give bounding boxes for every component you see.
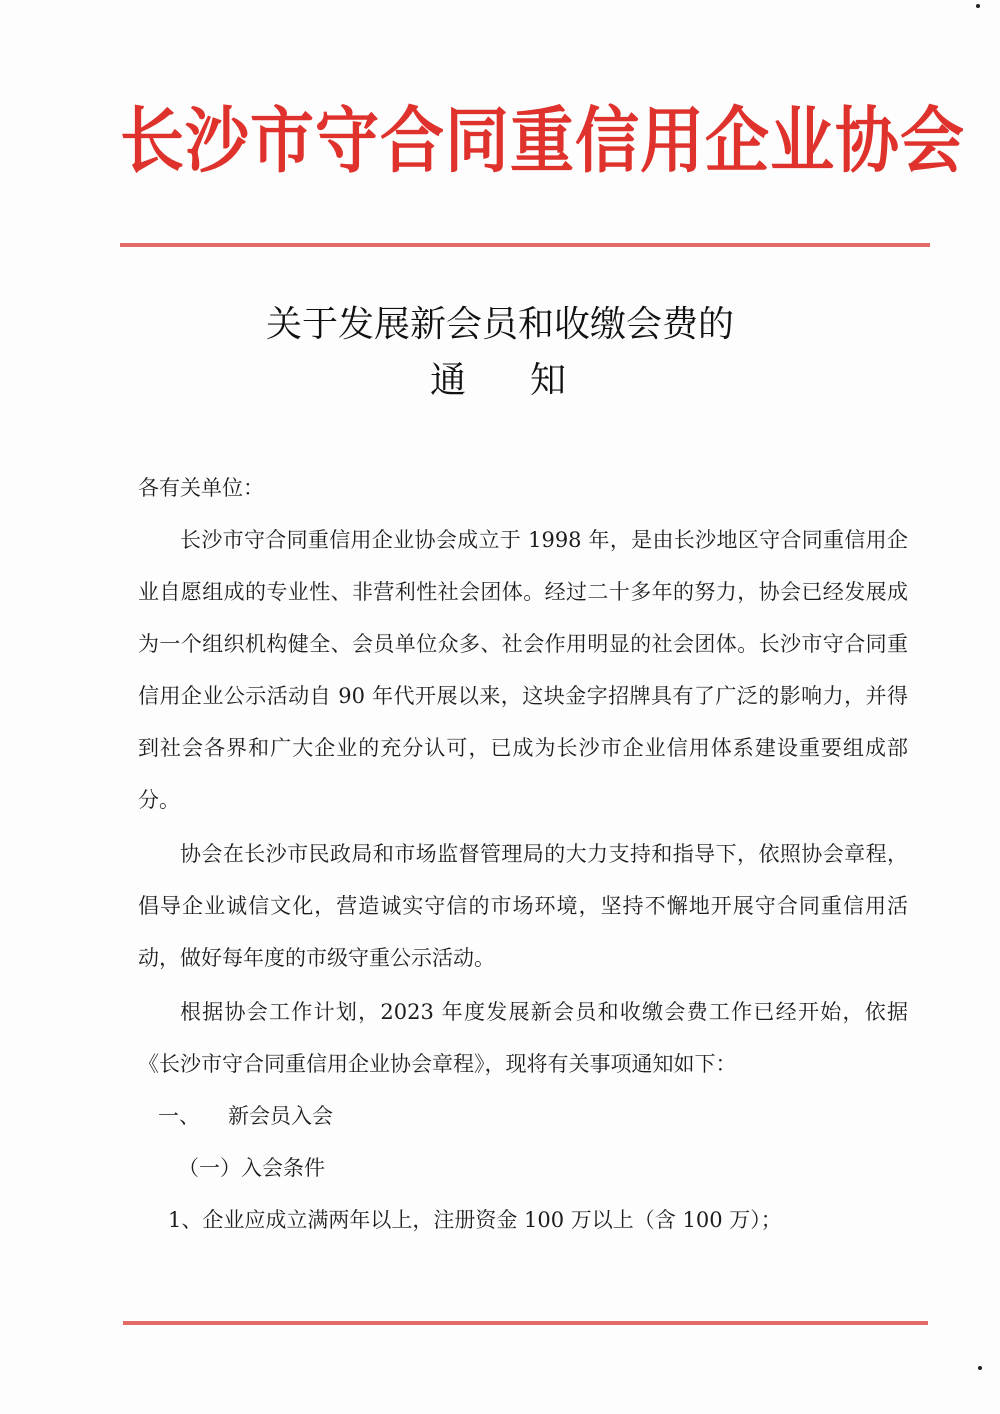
paragraph-2: 协会在长沙市民政局和市场监督管理局的大力支持和指导下，依照协会章程，倡导企业诚信文化，营造诚实守信的市场环境，坚持不懈地开展守合同重信用活动，做好每年度的市级守重公示活动。 <box>138 842 908 970</box>
letterhead-divider-top <box>120 243 930 247</box>
section-number: 一、 <box>158 1104 200 1128</box>
scan-speck <box>978 1366 982 1370</box>
subsection-heading-1: （一）入会条件 <box>178 1156 325 1180</box>
salutation: 各有关单位： <box>138 476 264 500</box>
notice-title-char-1: 通 <box>429 360 470 401</box>
notice-title-char-2: 知 <box>530 360 571 401</box>
section-title: 新会员入会 <box>228 1104 333 1128</box>
scan-speck <box>976 4 980 8</box>
notice-body <box>138 462 908 1246</box>
paragraph-1: 长沙市守合同重信用企业协会成立于 1998 年，是由长沙地区守合同重信用企业自愿组成的专业性、非营利性社会团体。经过二十多年的努力，协会已经发展成为一个组织机构健全、会员单位众多、社会作用明显的社会团体。长沙市守合同重信用企业公示活动自 90 年代开展以来，这块金字招牌具有了广泛的影响力，并得到社会各界和广大企业的充分认可，已成为长沙市企业信用体系建设重要组成部分。 <box>138 528 908 812</box>
footer-divider <box>123 1321 928 1325</box>
notice-title-line1: 关于发展新会员和收缴会费的 <box>265 304 734 345</box>
notice-title-line2 <box>200 356 800 406</box>
list-item-1: 1、企业应成立满两年以上，注册资金 100 万以上（含 100 万）； <box>168 1208 782 1232</box>
section-heading-1 <box>138 1090 908 1142</box>
notice-title <box>200 300 800 406</box>
organization-letterhead: 长沙市守合同重信用企业协会 <box>120 100 965 184</box>
paragraph-3: 根据协会工作计划，2023 年度发展新会员和收缴会费工作已经开始，依据《长沙市守合同重信用企业协会章程》，现将有关事项通知如下： <box>138 1000 908 1076</box>
